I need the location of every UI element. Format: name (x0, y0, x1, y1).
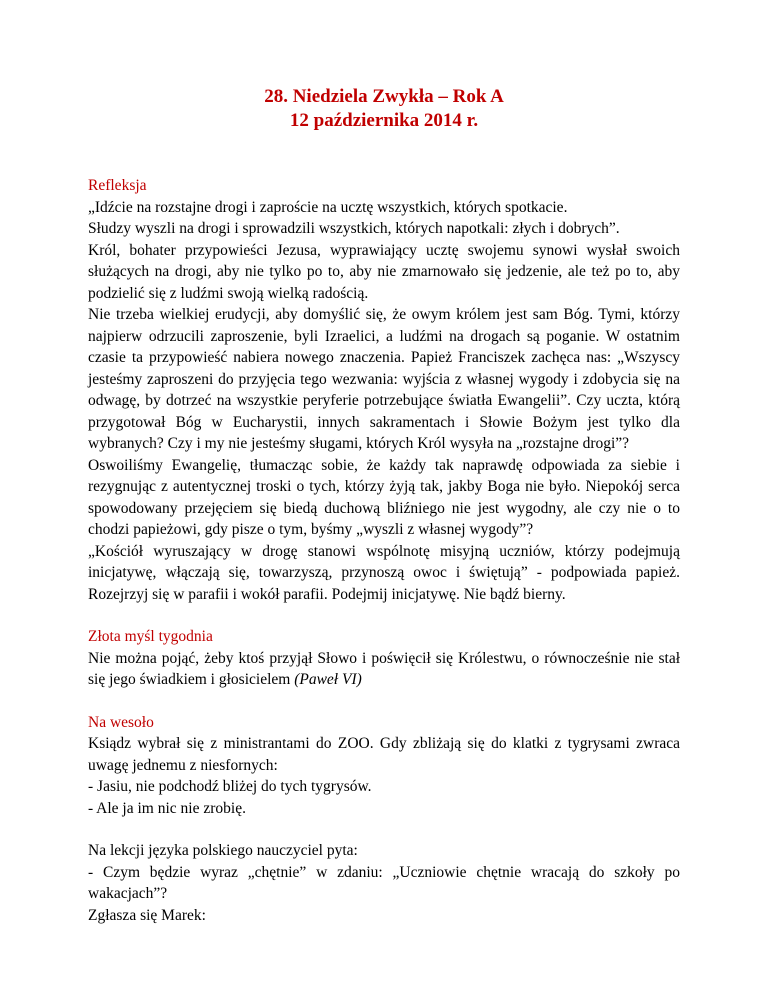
paragraph: „Kościół wyruszający w drogę stanowi wspólnotę misyjną uczniów, którzy podejmują inicjatywę, włączają się, towarzyszą, przynoszą owoc i świętują” - podpowiada papież. Rozejrzyj się w parafii i wokół parafii. Podejmij inicjatywę. Nie bądź bierny. (88, 542, 680, 603)
joke-line: - Jasiu, nie podchodź bliżej do tych tygrysów. (88, 778, 372, 795)
section-heading-na-wesolo: Na wesoło (88, 713, 154, 731)
section-heading-refleksja: Refleksja (88, 177, 147, 194)
paragraph: Król, bohater przypowieści Jezusa, wyprawiający ucztę swojemu synowi wysłał swoich służących na drogi, aby nie tylko po to, aby nie zmarnowało się jedzenie, ale też po to, aby podzielić się z ludźmi swoją wielką radością. (88, 241, 680, 302)
paragraph: Nie trzeba wielkiej erudycji, aby domyślić się, że owym królem jest sam Bóg. Tymi, którzy najpierw odrzucili zaproszenie, byli Izraelici, a ludźmi na drogach są poganie. W ostatnim czasie ta przypowieść nabiera nowego znaczenia. Papież Franciszek zachęca nas: „Wszyscy jesteśmy zaproszeni do przyjęcia tego wezwania: wyjścia z własnej wygody i zdobycia się na odwagę, by dotrzeć na wszystkie peryferie potrzebujące światła Ewangelii”. Czy uczta, którą przygotował Bóg w Eucharystii, innych sakramentach i Słowie Bożym jest tylko dla wybranych? Czy i my nie jesteśmy sługami, których Król wysyła na „rozstajne drogi”? (88, 306, 680, 452)
quote-author: (Paweł VI) (294, 671, 362, 688)
spacer (88, 819, 680, 840)
document-body (88, 175, 680, 926)
joke-line: - Ale ja im nic nie zrobię. (88, 799, 246, 817)
paragraph: „Idźcie na rozstajne drogi i zaproście na ucztę wszystkich, których spotkacie. (88, 198, 568, 216)
page-title: 28. Niedziela Zwykła – Rok A (264, 86, 504, 107)
joke-line: Na lekcji języka polskiego nauczyciel pyta: (88, 842, 358, 859)
paragraph: Słudzy wyszli na drogi i sprowadzili wszystkich, których napotkali: złych i dobrych”. (88, 220, 620, 237)
joke-line: - Czym będzie wyraz „chętnie” w zdaniu: „Uczniowie chętnie wracają do szkoły po wakacjach”? (88, 863, 680, 902)
quote-paragraph (88, 648, 680, 691)
joke-line: Zgłasza się Marek: (88, 906, 206, 924)
joke-line: Ksiądz wybrał się z ministrantami do ZOO. Gdy zbliżają się do klatki z tygrysami zwraca uwagę jednemu z niesfornych: (88, 735, 680, 774)
spacer (88, 691, 680, 712)
paragraph: Oswoiliśmy Ewangelię, tłumacząc sobie, że każdy tak naprawdę odpowiada za siebie i rezygnując z autentycznej troski o tych, którzy żyją tak, jakby Boga nie było. Niepokój serca spowodowany przejęciem się biedą duchową bliźniego nie jest wygodny, ale czy nie o to chodzi papieżowi, gdy pisze o tym, byśmy „wyszli z własnej wygody”? (88, 456, 680, 538)
spacer (88, 605, 680, 626)
page-date: 12 października 2014 r. (289, 110, 479, 131)
section-heading-zlota-mysl: Złota myśl tygodnia (88, 628, 213, 645)
quote-text: Nie można pojąć, żeby ktoś przyjął Słowo i poświęcił się Królestwu, o równocześnie nie stał się jego świadkiem i głosicielem (88, 649, 680, 688)
